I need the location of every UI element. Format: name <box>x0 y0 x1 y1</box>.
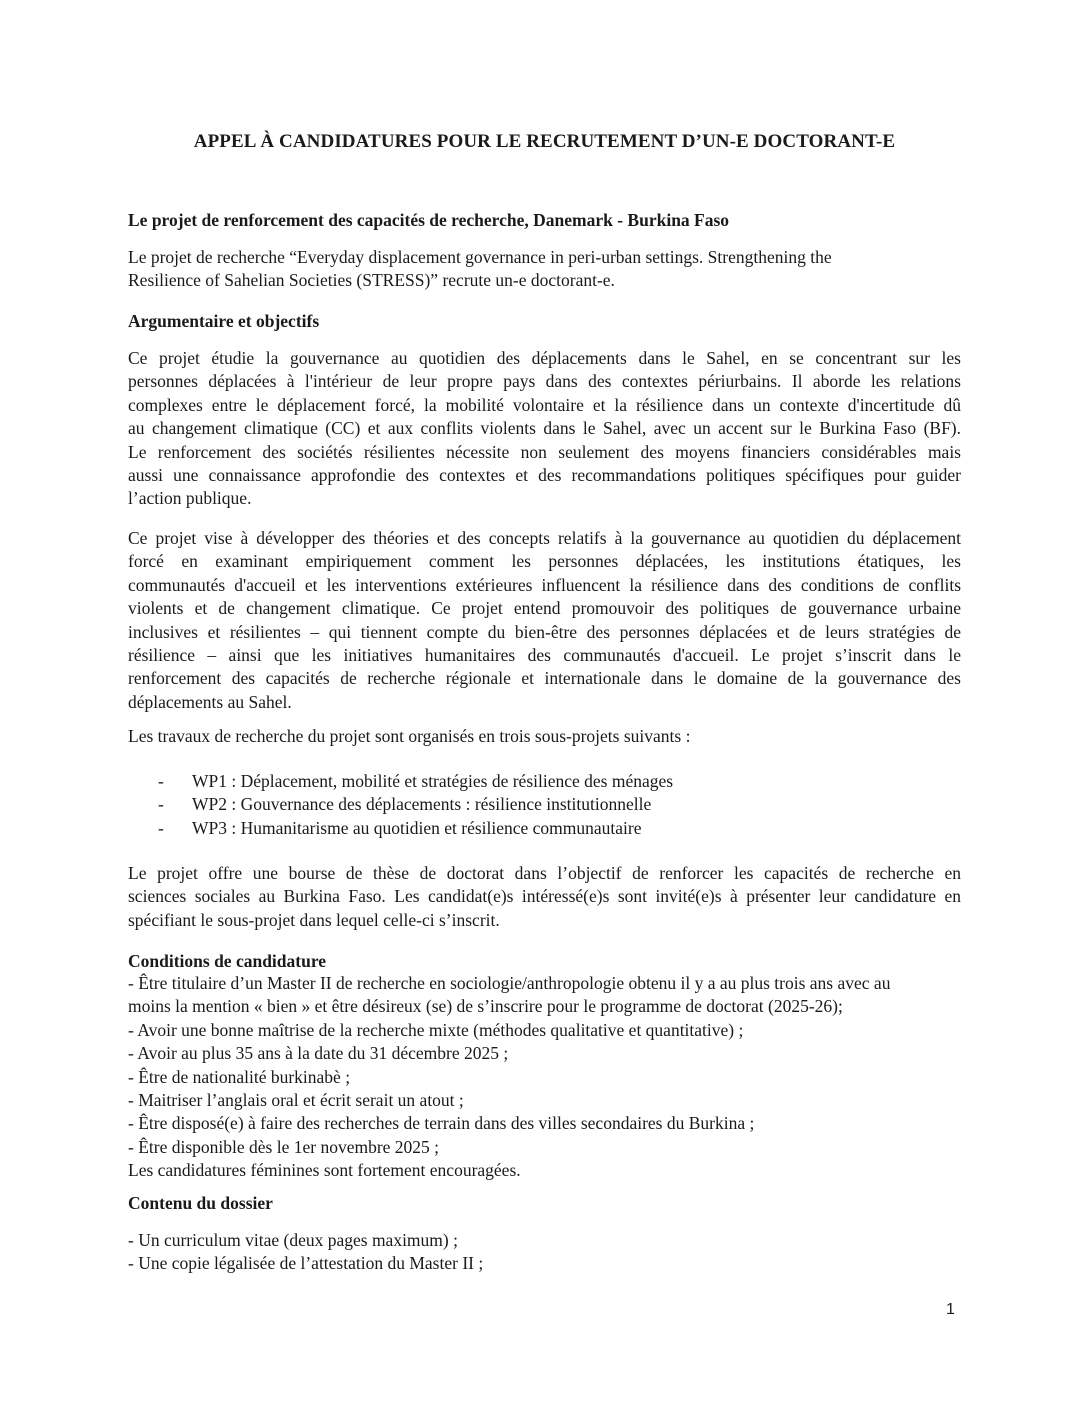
text-line: Ce projet vise à développer des théories et des concepts relatifs à la gouvernance au quotidien du déplacement <box>128 528 961 548</box>
text-line: déplacements au Sahel. <box>128 691 292 712</box>
text-line: au changement climatique (CC) et aux conflits violents dans le Sahel, avec un accent sur le Burkina Faso (BF). <box>128 418 961 439</box>
text-line: complexes entre le déplacement forcé, la mobilité volontaire et la résilience dans un contexte d'incertitude dû <box>128 394 961 415</box>
text-line: l’action publique. <box>128 488 252 509</box>
bullet-dash: - <box>158 794 164 815</box>
text-line: - Être disponible dès le 1er novembre 2025 ; <box>128 1136 440 1157</box>
text-line: - Être titulaire d’un Master II de recherche en sociologie/anthropologie obtenu il y a au plus trois ans avec au <box>128 973 891 993</box>
list-item <box>158 770 673 793</box>
text-line: forcé en examinant empiriquement comment les personnes déplacées, les institutions étatiques, les <box>128 551 961 572</box>
text-line: - Avoir une bonne maîtrise de la recherche mixte (méthodes qualitative et quantitative) ; <box>128 1019 744 1040</box>
paragraph-bourse <box>128 862 961 932</box>
text-line: - Une copie légalisée de l’attestation du Master II ; <box>128 1253 484 1274</box>
text-line: Ce projet étudie la gouvernance au quotidien des déplacements dans le Sahel, en se concentrant sur les <box>128 348 961 368</box>
text-line: communautés d'accueil et les interventions extérieures influencent la résilience dans des conditions de conflits <box>128 574 961 595</box>
text-line: aussi une connaissance approfondie des contextes et des recommandations politiques spécifiques pour guider <box>128 465 961 486</box>
text-line: moins la mention « bien » et être désireux (se) de s’inscrire pour le programme de doctorat (2025-26); <box>128 996 843 1017</box>
wp-list <box>158 770 673 840</box>
text-line: - Maitriser l’anglais oral et écrit serait un atout ; <box>128 1090 464 1111</box>
text-line: inclusives et résilientes – qui tiennent compte du bien-être des personnes déplacées et de leurs stratégies de <box>128 621 961 642</box>
text-line: - Un curriculum vitae (deux pages maximum) ; <box>128 1230 458 1250</box>
bullet-dash: - <box>158 771 164 791</box>
text-line: - Être disposé(e) à faire des recherches de terrain dans des villes secondaires du Burkina ; <box>128 1113 755 1134</box>
text-line: - Être de nationalité burkinabè ; <box>128 1066 351 1087</box>
document-title: APPEL À CANDIDATURES POUR LE RECRUTEMENT D’UN-E DOCTORANT-E <box>193 131 896 152</box>
page-number: 1 <box>946 1301 955 1318</box>
bullet-dash: - <box>158 817 164 838</box>
text-line: Le projet de recherche “Everyday displacement governance in peri-urban settings. Strengthening the <box>128 247 832 267</box>
text-line: Resilience of Sahelian Societies (STRESS)” recrute un-e doctorant-e. <box>128 270 615 291</box>
text-line: spécifiant le sous-projet dans lequel celle-ci s’inscrit. <box>128 909 500 930</box>
list-item-text: WP1 : Déplacement, mobilité et stratégies de résilience des ménages <box>192 771 674 791</box>
text-line: violents et de changement climatique. Ce projet entend promouvoir des politiques de gouvernance urbaine <box>128 598 961 619</box>
list-item-text: WP3 : Humanitarisme au quotidien et résilience communautaire <box>192 817 642 838</box>
text-line: sciences sociales au Burkina Faso. Les candidat(e)s intéressé(e)s sont invité(e)s à présenter leur candidature en <box>128 886 961 907</box>
section-heading-argumentaire: Argumentaire et objectifs <box>128 311 320 331</box>
intro-paragraph <box>128 246 961 293</box>
paragraph-objectifs <box>128 527 961 714</box>
project-heading: Le projet de renforcement des capacités de recherche, Danemark - Burkina Faso <box>128 210 730 230</box>
text-line: Le renforcement des sociétés résilientes nécessite non seulement des moyens financiers considérables mais <box>128 441 961 462</box>
text-line: résilience – ainsi que les initiatives humanitaires des communautés d'accueil. Le projet s’inscrit dans le <box>128 645 961 666</box>
text-line: personnes déplacées à l'intérieur de leur propre pays dans des contextes périurbains. Il aborde les relations <box>128 371 961 392</box>
section-heading-conditions: Conditions de candidature <box>128 951 327 971</box>
section-heading-dossier: Contenu du dossier <box>128 1193 273 1213</box>
list-item-text: WP2 : Gouvernance des déplacements : résilience institutionnelle <box>192 794 652 815</box>
dossier-list <box>128 1229 961 1276</box>
text-line: renforcement des capacités de recherche régionale et internationale dans le domaine de la gouvernance des <box>128 668 961 689</box>
text-line: Le projet offre une bourse de thèse de doctorat dans l’objectif de renforcer les capacités de recherche en <box>128 863 961 883</box>
text-line: Les candidatures féminines sont fortement encouragées. <box>128 1160 521 1181</box>
text-line: - Avoir au plus 35 ans à la date du 31 décembre 2025 ; <box>128 1043 509 1064</box>
paragraph-argumentaire <box>128 347 961 511</box>
list-item <box>158 817 673 840</box>
conditions-list <box>128 972 961 1183</box>
list-item <box>158 793 673 816</box>
wp-intro <box>128 725 961 748</box>
text-line: Les travaux de recherche du projet sont organisés en trois sous-projets suivants : <box>128 726 691 746</box>
